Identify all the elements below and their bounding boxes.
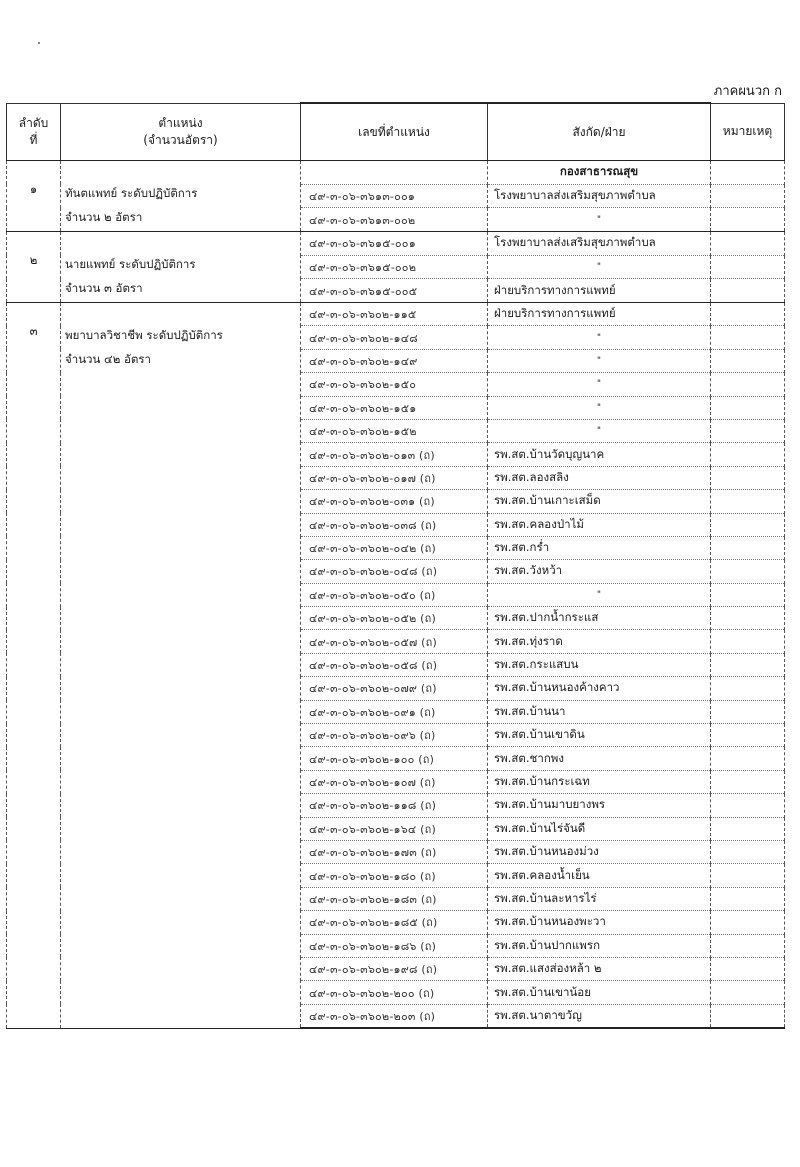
- unit-cell: รพ.สต.นาตาขวัญ: [488, 1004, 711, 1028]
- note-cell: [711, 583, 785, 606]
- note-cell: [711, 653, 785, 676]
- note-cell: [711, 724, 785, 747]
- position-number-cell: ๔๙-๓-๐๖-๓๖๐๒-๑๐๐ (ถ): [301, 747, 488, 770]
- note-cell: [711, 255, 785, 279]
- note-cell: [711, 349, 785, 372]
- position-title: พยาบาลวิชาชีพ ระดับปฏิบัติการ: [65, 328, 223, 342]
- unit-cell: ": [488, 396, 711, 419]
- unit-cell: รพ.สต.ปากน้ำกระแส: [488, 607, 711, 630]
- note-cell: [711, 373, 785, 396]
- unit-cell: รพ.สต.บ้านเขาน้อย: [488, 981, 711, 1004]
- position-count: จำนวน ๔๒ อัตรา: [65, 352, 151, 366]
- note-cell: [711, 466, 785, 489]
- seq-cell: ๑: [7, 161, 61, 232]
- position-cell: [61, 232, 301, 303]
- unit-cell: โรงพยาบาลส่งเสริมสุขภาพตำบล: [488, 232, 711, 256]
- department-title: กองสาธารณสุข: [488, 161, 711, 185]
- position-number-cell: ๔๙-๓-๐๖-๓๖๐๒-๑๙๘ (ถ): [301, 957, 488, 980]
- note-cell: [711, 677, 785, 700]
- note-cell: [711, 419, 785, 442]
- note-cell: [711, 443, 785, 466]
- note-cell: [711, 1004, 785, 1028]
- position-number-cell: ๔๙-๓-๐๖-๓๖๐๒-๑๔๙: [301, 349, 488, 372]
- note-cell: [711, 957, 785, 980]
- unit-cell: รพ.สต.บ้านปากแพรก: [488, 934, 711, 957]
- position-number-cell: ๔๙-๓-๐๖-๓๖๐๒-๐๙๑ (ถ): [301, 700, 488, 723]
- note-cell: [711, 700, 785, 723]
- unit-cell: รพ.สต.บ้านนา: [488, 700, 711, 723]
- unit-cell: รพ.สต.คลองน้ำเย็น: [488, 864, 711, 887]
- note-cell: [711, 934, 785, 957]
- position-number-cell: ๔๙-๓-๐๖-๓๖๐๒-๑๘๓ (ถ): [301, 887, 488, 910]
- position-number-cell: ๔๙-๓-๐๖-๓๖๐๒-๑๕๒: [301, 419, 488, 442]
- note-cell: [711, 794, 785, 817]
- unit-cell: รพ.สต.บ้านไร่จันดี: [488, 817, 711, 840]
- unit-cell: โรงพยาบาลส่งเสริมสุขภาพตำบล: [488, 184, 711, 208]
- unit-cell: รพ.สต.บ้านเขาดิน: [488, 724, 711, 747]
- position-number-cell: ๔๙-๓-๐๖-๓๖๐๒-๐๕๐ (ถ): [301, 583, 488, 606]
- note-cell: [711, 326, 785, 349]
- note-cell: [711, 840, 785, 863]
- position-number-cell: ๔๙-๓-๐๖-๓๖๐๒-๑๐๗ (ถ): [301, 770, 488, 793]
- position-number-cell: ๔๙-๓-๐๖-๓๖๐๒-๐๕๒ (ถ): [301, 607, 488, 630]
- position-number-cell: ๔๙-๓-๐๖-๓๖๑๓-๐๐๑: [301, 184, 488, 208]
- col-header-unit: สังกัด/ฝ่าย: [488, 103, 711, 161]
- position-number-cell: ๔๙-๓-๐๖-๓๖๐๒-๐๓๘ (ถ): [301, 513, 488, 536]
- scan-speck: [38, 42, 40, 44]
- seq-cell: ๓: [7, 303, 61, 1029]
- unit-cell: รพ.สต.กร่ำ: [488, 536, 711, 559]
- position-title: ทันตแพทย์ ระดับปฏิบัติการ: [65, 186, 198, 200]
- position-number-cell: ๔๙-๓-๐๖-๓๖๐๒-๒๐๐ (ถ): [301, 981, 488, 1004]
- unit-cell: รพ.สต.บ้านวัดบุญนาค: [488, 443, 711, 466]
- col-header-seq: ลำดับ ที่: [7, 103, 61, 161]
- unit-cell: รพ.สต.คลองป่าไม้: [488, 513, 711, 536]
- note-cell: [711, 911, 785, 934]
- unit-cell: รพ.สต.บ้านเกาะเสม็ด: [488, 490, 711, 513]
- note-cell: [711, 536, 785, 559]
- table-row: [7, 232, 785, 256]
- note-cell: [711, 396, 785, 419]
- unit-cell: ": [488, 583, 711, 606]
- unit-cell: ": [488, 419, 711, 442]
- seq-cell: ๒: [7, 232, 61, 303]
- unit-cell: รพ.สต.แสงส่องหล้า ๒: [488, 957, 711, 980]
- note-cell: [711, 232, 785, 256]
- position-number-cell: ๔๙-๓-๐๖-๓๖๐๒-๑๘๕ (ถ): [301, 911, 488, 934]
- table-row: [7, 303, 785, 326]
- unit-cell: รพ.สต.บ้านหนองค้างคาว: [488, 677, 711, 700]
- position-number-cell: ๔๙-๓-๐๖-๓๖๐๒-๑๑๕: [301, 303, 488, 326]
- col-header-note: หมายเหตุ: [711, 103, 785, 161]
- unit-cell: ": [488, 208, 711, 232]
- col-header-position: ตำแหน่ง (จำนวนอัตรา): [61, 103, 301, 161]
- unit-cell: รพ.สต.บ้านหนองม่วง: [488, 840, 711, 863]
- unit-cell: รพ.สต.บ้านกระเฉท: [488, 770, 711, 793]
- position-number-cell: ๔๙-๓-๐๖-๓๖๐๒-๐๙๖ (ถ): [301, 724, 488, 747]
- note-cell: [711, 887, 785, 910]
- unit-cell: รพ.สต.ทุ่งราด: [488, 630, 711, 653]
- position-number-cell: ๔๙-๓-๐๖-๓๖๐๒-๐๔๒ (ถ): [301, 536, 488, 559]
- note-cell: [711, 490, 785, 513]
- note-cell: [711, 208, 785, 232]
- position-number-cell: ๔๙-๓-๐๖-๓๖๐๒-๑๕๑: [301, 396, 488, 419]
- position-number-cell: ๔๙-๓-๐๖-๓๖๑๕-๐๐๒: [301, 255, 488, 279]
- table-row: [7, 161, 785, 185]
- annex-label: ภาคผนวก ก: [713, 84, 782, 99]
- unit-cell: รพ.สต.วังหว้า: [488, 560, 711, 583]
- note-cell: [711, 279, 785, 303]
- unit-cell: รพ.สต.บ้านมาบยางพร: [488, 794, 711, 817]
- note-cell: [711, 303, 785, 326]
- note-cell: [711, 161, 785, 185]
- position-cell: [61, 161, 301, 232]
- position-number-cell: ๔๙-๓-๐๖-๓๖๐๒-๐๕๘ (ถ): [301, 653, 488, 676]
- position-title: นายแพทย์ ระดับปฏิบัติการ: [65, 257, 196, 271]
- note-cell: [711, 513, 785, 536]
- position-number-cell: ๔๙-๓-๐๖-๓๖๑๕-๐๐๑: [301, 232, 488, 256]
- unit-cell: รพ.สต.ลองสลิง: [488, 466, 711, 489]
- position-number-cell: ๔๙-๓-๐๖-๓๖๐๒-๑๑๘ (ถ): [301, 794, 488, 817]
- unit-cell: ": [488, 349, 711, 372]
- position-number-cell: ๔๙-๓-๐๖-๓๖๐๒-๐๕๗ (ถ): [301, 630, 488, 653]
- position-number-cell: ๔๙-๓-๐๖-๓๖๐๒-๐๑๓ (ถ): [301, 443, 488, 466]
- note-cell: [711, 560, 785, 583]
- position-number-cell: ๔๙-๓-๐๖-๓๖๐๒-๑๔๘: [301, 326, 488, 349]
- position-number-cell: ๔๙-๓-๐๖-๓๖๑๕-๐๐๕: [301, 279, 488, 303]
- position-number-cell: ๔๙-๓-๐๖-๓๖๐๒-๑๘๖ (ถ): [301, 934, 488, 957]
- position-number-cell: ๔๙-๓-๐๖-๓๖๐๒-๑๕๐: [301, 373, 488, 396]
- note-cell: [711, 981, 785, 1004]
- position-cell: [61, 303, 301, 1029]
- unit-cell: รพ.สต.ชากพง: [488, 747, 711, 770]
- position-number-cell: ๔๙-๓-๐๖-๓๖๐๒-๐๔๘ (ถ): [301, 560, 488, 583]
- unit-cell: ": [488, 373, 711, 396]
- position-number-cell: [301, 161, 488, 185]
- note-cell: [711, 770, 785, 793]
- note-cell: [711, 817, 785, 840]
- unit-cell: ": [488, 255, 711, 279]
- note-cell: [711, 747, 785, 770]
- position-number-cell: ๔๙-๓-๐๖-๓๖๐๒-๐๗๙ (ถ): [301, 677, 488, 700]
- table-body: [7, 161, 785, 1029]
- position-number-cell: ๔๙-๓-๐๖-๓๖๐๒-๐๑๗ (ถ): [301, 466, 488, 489]
- position-number-cell: ๔๙-๓-๐๖-๓๖๑๓-๐๐๒: [301, 208, 488, 232]
- note-cell: [711, 630, 785, 653]
- unit-cell: รพ.สต.บ้านหนองพะวา: [488, 911, 711, 934]
- unit-cell: ฝ่ายบริการทางการแพทย์: [488, 303, 711, 326]
- note-cell: [711, 607, 785, 630]
- positions-table: [6, 102, 785, 1029]
- position-number-cell: ๔๙-๓-๐๖-๓๖๐๒-๒๐๓ (ถ): [301, 1004, 488, 1028]
- position-count: จำนวน ๒ อัตรา: [65, 210, 143, 224]
- position-number-cell: ๔๙-๓-๐๖-๓๖๐๒-๐๓๑ (ถ): [301, 490, 488, 513]
- unit-cell: ฝ่ายบริการทางการแพทย์: [488, 279, 711, 303]
- unit-cell: ": [488, 326, 711, 349]
- table-header-row: [7, 103, 785, 161]
- position-number-cell: ๔๙-๓-๐๖-๓๖๐๒-๑๘๐ (ถ): [301, 864, 488, 887]
- col-header-number: เลขที่ตำแหน่ง: [301, 103, 488, 161]
- unit-cell: รพ.สต.บ้านละหารไร่: [488, 887, 711, 910]
- position-number-cell: ๔๙-๓-๐๖-๓๖๐๒-๑๗๓ (ถ): [301, 840, 488, 863]
- position-count: จำนวน ๓ อัตรา: [65, 281, 143, 295]
- position-number-cell: ๔๙-๓-๐๖-๓๖๐๒-๑๖๔ (ถ): [301, 817, 488, 840]
- note-cell: [711, 184, 785, 208]
- unit-cell: รพ.สต.กระแสบน: [488, 653, 711, 676]
- note-cell: [711, 864, 785, 887]
